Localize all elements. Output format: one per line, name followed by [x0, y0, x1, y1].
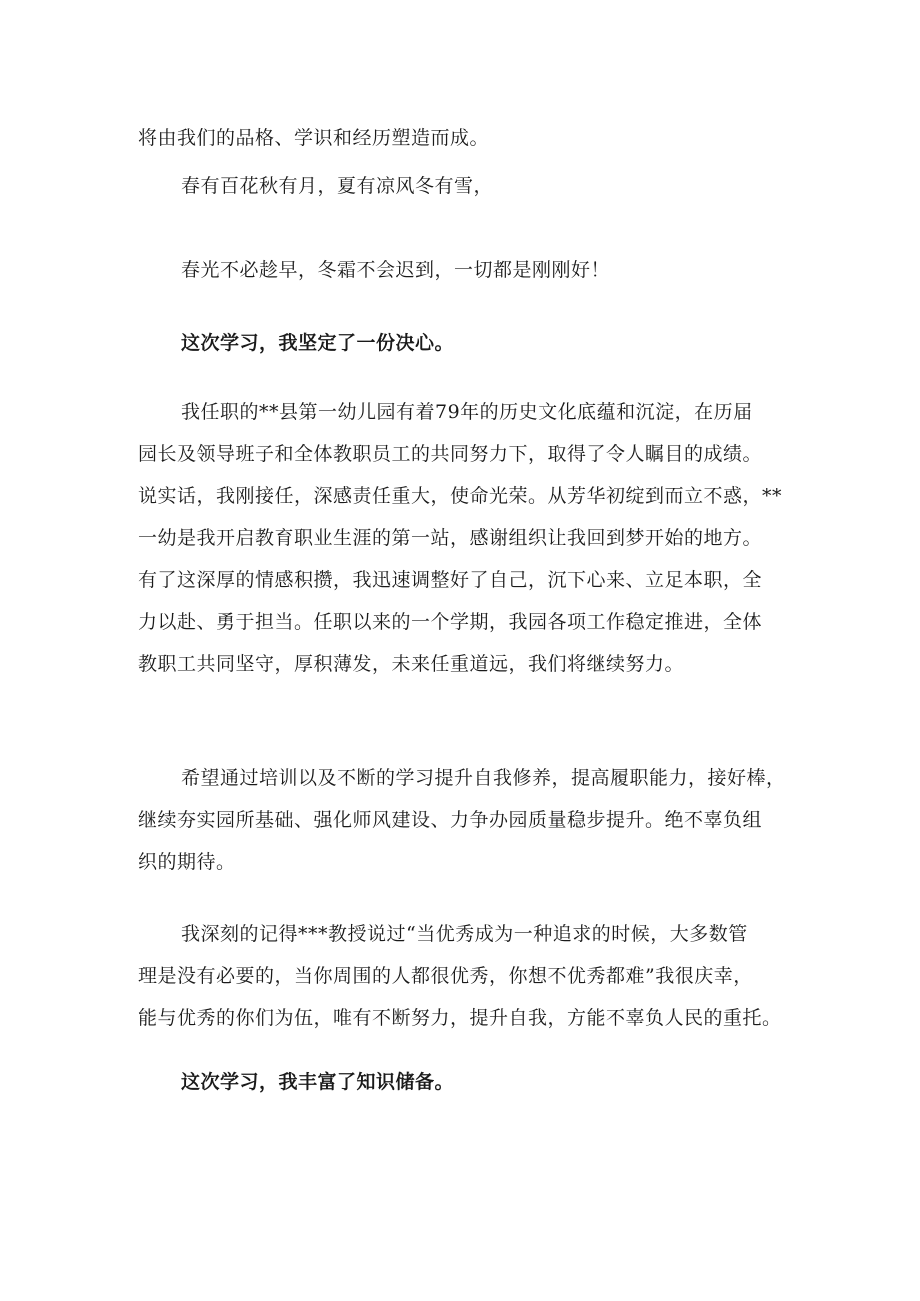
paragraph-professor-quote: [138, 913, 788, 1039]
text-line: 力以赴、勇于担当。任职以来的一个学期，我园各项工作稳定推进，全体: [138, 611, 763, 633]
heading-text: 这次学习，我坚定了一份决心。: [181, 332, 455, 354]
text-line: 我任职的**县第一幼儿园有着79年的历史文化底蕴和沉淀，在历届: [181, 401, 753, 423]
text-line: 理是没有必要的，当你周围的人都很优秀，你想不优秀都难”我很庆幸，: [138, 965, 753, 987]
text-line: 春光不必趁早，冬霜不会迟到，一切都是刚刚好！: [181, 259, 611, 281]
text-line: 说实话，我刚接任，深感责任重大，使命光荣。从芳华初绽到而立不惑，**: [138, 485, 783, 507]
text-line: 教职工共同坚守，厚积薄发，未来任重道远，我们将继续努力。: [138, 653, 685, 675]
text-line: 希望通过培训以及不断的学习提升自我修养，提高履职能力，接好棒，: [181, 767, 786, 789]
text-line: 织的期待。: [138, 851, 236, 873]
heading-text: 这次学习，我丰富了知识储备。: [181, 1071, 455, 1093]
text-line: 将由我们的品格、学识和经历塑造而成。: [138, 127, 490, 149]
text-line: 园长及领导班子和全体教职员工的共同努力下，取得了令人瞩目的成绩。: [138, 443, 763, 465]
poem-line-2: [138, 249, 788, 291]
section-heading-determination: [138, 322, 788, 364]
paragraph-kindergarten-history: [138, 391, 788, 685]
poem-line-1: [138, 165, 788, 207]
text-line: 一幼是我开启教育职业生涯的第一站，感谢组织让我回到梦开始的地方。: [138, 527, 763, 549]
text-line: 继续夯实园所基础、强化师风建设、力争办园质量稳步提升。绝不辜负组: [138, 809, 763, 831]
text-line: 春有百花秋有月，夏有凉风冬有雪，: [181, 175, 494, 197]
text-line: 能与优秀的你们为伍，唯有不断努力，提升自我，方能不辜负人民的重托。: [138, 1007, 782, 1029]
paragraph-closing-line: [138, 117, 788, 159]
text-line: 有了这深厚的情感积攒，我迅速调整好了自己，沉下心来、立足本职，全: [138, 569, 763, 591]
paragraph-training-hope: [138, 757, 788, 883]
section-heading-knowledge: [138, 1061, 788, 1103]
text-line: 我深刻的记得***教授说过“当优秀成为一种追求的时候，大多数管: [181, 923, 748, 945]
